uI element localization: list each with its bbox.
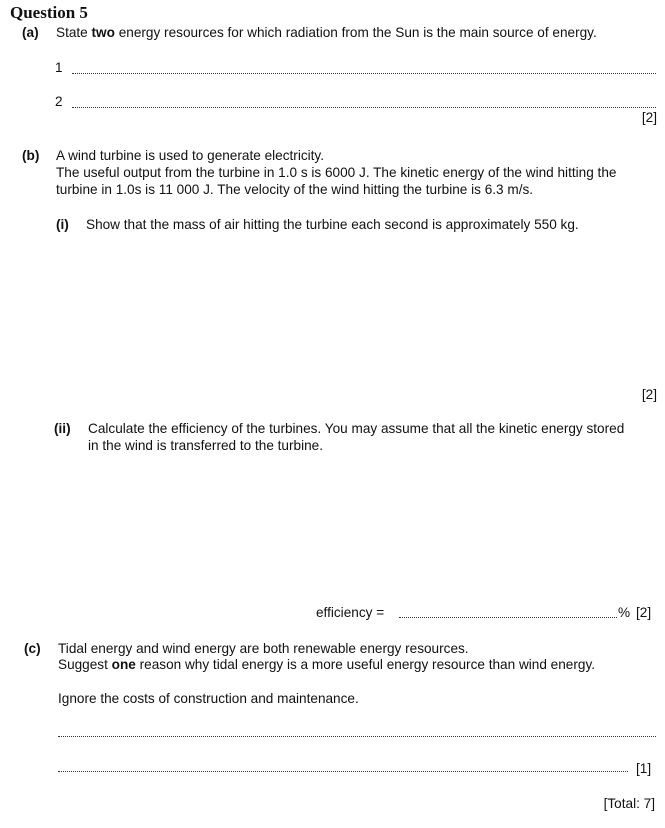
part-a-marks: [2]	[641, 110, 657, 125]
part-b-line1: A wind turbine is used to generate electricity.	[56, 148, 324, 163]
answer-line-number-2: 2	[55, 94, 63, 109]
part-b-i-marks: [2]	[641, 387, 657, 402]
answer-line-c2[interactable]	[58, 771, 628, 772]
part-b-label: (b)	[22, 148, 40, 163]
part-b-ii-line1: Calculate the efficiency of the turbines. You may assume that all the kinetic energy stored	[88, 421, 625, 436]
efficiency-unit: %	[618, 605, 631, 620]
part-a-label: (a)	[22, 25, 39, 40]
answer-line-c1[interactable]	[58, 736, 656, 737]
part-b-ii-line2: in the wind is transferred to the turbine.	[88, 438, 323, 453]
part-c-label: (c)	[24, 641, 41, 656]
part-b-i-question: Show that the mass of air hitting the turbine each second is approximately 550 kg.	[86, 217, 579, 232]
total-marks: [Total: 7]	[603, 796, 655, 811]
question-title: Question 5	[10, 3, 88, 22]
part-c-marks: [1]	[636, 761, 652, 776]
part-c-line2: Suggest one reason why tidal energy is a more useful energy resource than wind energy.	[58, 657, 596, 672]
answer-line-a2[interactable]	[72, 107, 656, 108]
part-b-ii-label: (ii)	[54, 421, 71, 436]
efficiency-answer-line[interactable]	[399, 617, 617, 618]
part-a-question: State two energy resources for which radiation from the Sun is the main source of energy.	[56, 25, 597, 40]
part-b-line2: The useful output from the turbine in 1.0 s is 6000 J. The kinetic energy of the wind hitting the	[56, 165, 617, 180]
part-c-line3: Ignore the costs of construction and maintenance.	[58, 691, 359, 706]
efficiency-label: efficiency =	[316, 605, 385, 620]
part-b-ii-marks: [2]	[636, 605, 652, 620]
part-b-i-label: (i)	[56, 217, 69, 232]
part-b-line3: turbine in 1.0s is 11 000 J. The velocity of the wind hitting the turbine is 6.3 m/s.	[56, 182, 534, 197]
part-c-line1: Tidal energy and wind energy are both renewable energy resources.	[58, 641, 469, 656]
answer-line-number-1: 1	[55, 60, 63, 75]
answer-line-a1[interactable]	[72, 73, 656, 74]
